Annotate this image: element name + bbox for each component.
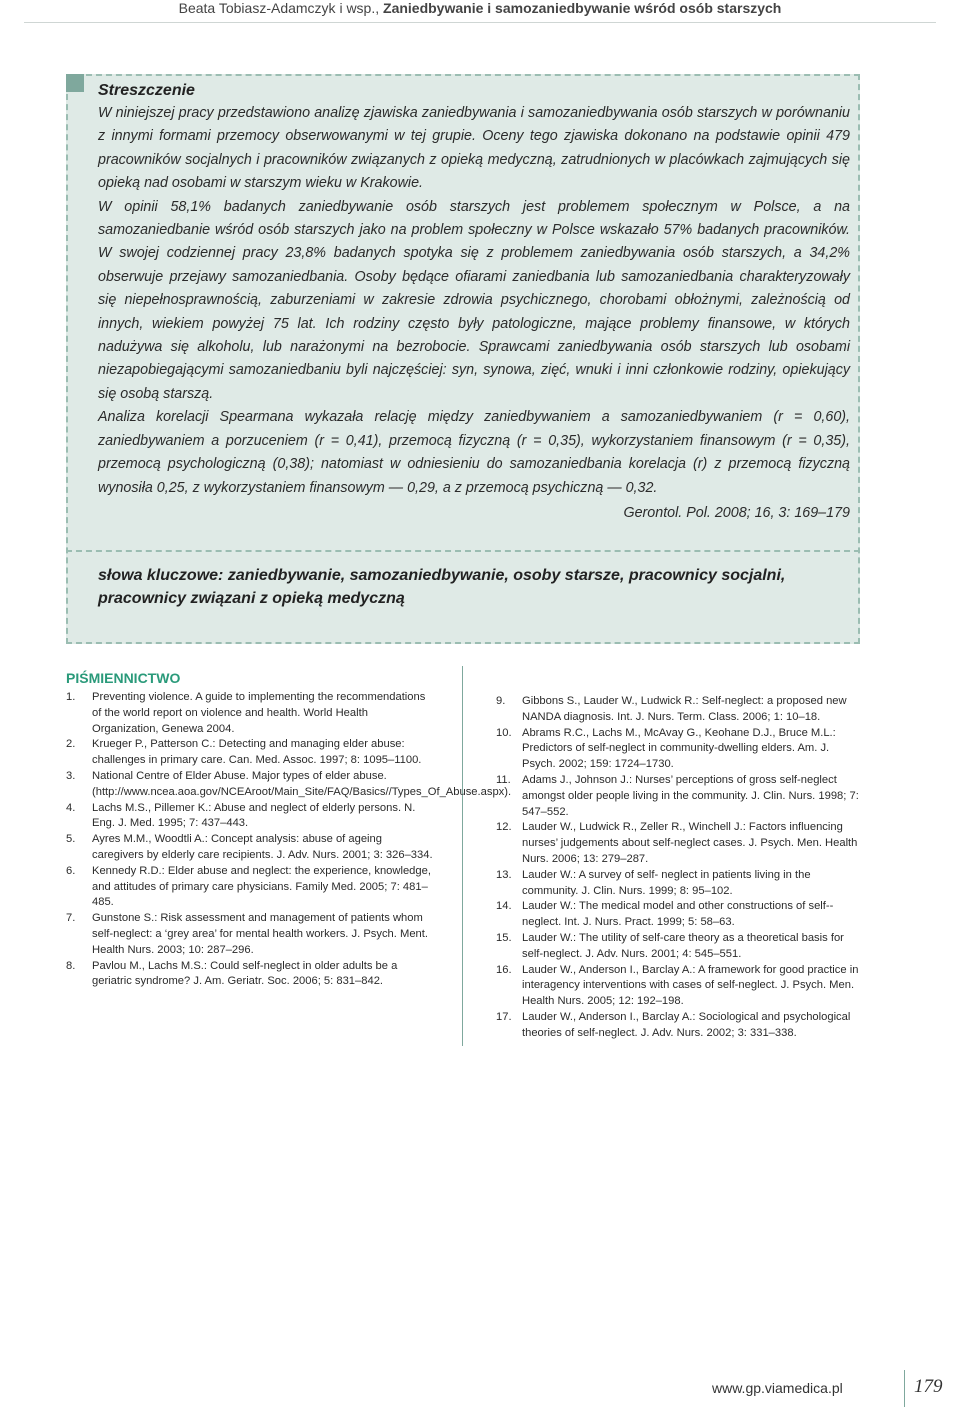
reference-item (66, 959, 434, 991)
reference-text: Lachs M.S., Pillemer K.: Abuse and neglect of elderly persons. N. Eng. J. Med. 1995; 7: 437–443. (92, 801, 416, 830)
reference-item (66, 690, 434, 737)
page-number: 179 (914, 1376, 943, 1397)
reference-text: Lauder W.: A survey of self- neglect in patients living in the community. J. Clin. Nurs. 1999; 8: 95–102. (522, 868, 811, 897)
column-divider (462, 666, 463, 1046)
keywords: słowa kluczowe: zaniedbywanie, samozaniedbywanie, osoby starsze, pracownicy socjalni, pracownicy związani z opieką medyczną (98, 567, 786, 607)
dashed-border-top (86, 74, 860, 76)
reference-number: 17. (496, 1010, 512, 1023)
reference-item (496, 694, 864, 726)
running-head-sep: , (375, 0, 384, 16)
reference-item (66, 832, 434, 864)
dashed-border-bottom (66, 642, 860, 644)
reference-number: 7. (66, 912, 76, 925)
reference-item (496, 899, 864, 931)
reference-text: Kennedy R.D.: Elder abuse and neglect: the experience, knowledge, and attitudes of primary care physicians. Family Med. 2005; 7: 481–485. (92, 864, 431, 909)
dashed-border-right (858, 74, 860, 644)
reference-number: 11. (496, 773, 511, 786)
reference-number: 9. (496, 695, 506, 707)
reference-text: Pavlou M., Lachs M.S.: Could self-neglect in older adults be a geriatric syndrome? J. Am. Geriatr. Soc. 2006; 5: 831–842. (92, 959, 398, 988)
reference-number: 15. (496, 931, 512, 944)
abstract-heading: Streszczenie (98, 82, 195, 99)
reference-text: Krueger P., Patterson C.: Detecting and managing elder abuse: challenges in primary care. Can. Med. Assoc. 1997; 8: 1095–1100. (92, 738, 422, 767)
reference-number: 1. (66, 691, 76, 703)
reference-number: 10. (496, 726, 512, 739)
reference-text: Lauder W., Anderson I., Barclay A.: A framework for good practice in interagency interventions with cases of self-neglect. J. Psych. Men. Health Nurs. 2005; 12: 192–198. (522, 963, 859, 1008)
abstract-paragraph-2: W opinii 58,1% badanych zaniedbywanie osób starszych jest problemem społecznym w Polsce, a na samozaniedbanie wśród osób starszych jako na problem społeczny w Polsce wskazało 57% badanych pracowników. W swojej codziennej pracy 23,8% badanych spotyka się z problemem zaniedbywania osób starszych, a 34,2% obserwuje przejawy samozaniedbania. Osoby będące ofiarami zaniedbania lub samozaniedbania charakteryzowały się niepełnosprawnością, zaburzeniami w zakresie zdrowia psychicznego, chorobami obłożnymi, zależnością od innych, wiekiem powyżej 75 lat. Ich rodziny często były patologiczne, mające problemy finansowe, w których nadużywa się alkoholu, lub narażonymi na bezrobocie. Sprawcami zaniedbywania osób starszych lub osobami niezapobiegającymi samozaniedbaniu byli najczęściej: syn, synowa, zięć, wnuki i inni członkowie rodziny, opiekujący się osobą starszą. (98, 198, 850, 402)
reference-item (66, 864, 434, 911)
footer-url[interactable]: www.gp.viamedica.pl (712, 1380, 843, 1396)
reference-item (66, 737, 434, 769)
references-right-column (496, 694, 864, 1042)
footer-divider (904, 1370, 905, 1407)
reference-text: Adams J., Johnson J.: Nurses’ perceptions of gross self-neglect amongst older people living in the community. J. Clin. Nurs. 1998; 7: 547–552. (522, 773, 859, 818)
reference-item (496, 1010, 864, 1042)
reference-number: 8. (66, 959, 76, 972)
reference-number: 12. (496, 821, 512, 834)
reference-number: 6. (66, 864, 76, 877)
running-head-title: Zaniedbywanie i samozaniedbywanie wśród osób starszych (383, 0, 782, 16)
reference-item (496, 963, 864, 1010)
abstract-paragraph-1: W niniejszej pracy przedstawiono analizę zjawiska zaniedbywania i samozaniedbywania osób starszych w porównaniu z innymi formami przemocy obserwowanymi w tej grupie. Oceny tego zjawiska dokonano na podstawie opinii 479 pracowników socjalnych i pracowników związanych z opieką medyczną, zatrudnionych w placówkach zajmujących się opieką nad osobami w starszym wieku w Krakowie. (98, 105, 850, 192)
reference-text: Preventing violence. A guide to implementing the recommendations of the world report on violence and health. World Health Organization, Genewa 2004. (92, 691, 426, 735)
reference-text: National Centre of Elder Abuse. Major types of elder abuse. (http://www.ncea.aoa.gov/NCEAroot/Main_Site/FAQ/Basics//Types_Of_Abuse.aspx). (92, 769, 512, 798)
reference-number: 4. (66, 801, 76, 814)
reference-item (496, 931, 864, 963)
running-head (0, 0, 960, 20)
reference-text: Lauder W.: The utility of self-care theory as a theoretical basis for self-neglect. J. Adv. Nurs. 2001; 4: 545–551. (522, 931, 844, 960)
reference-number: 5. (66, 833, 76, 846)
reference-text: Lauder W.: The medical model and other constructions of self--neglect. Int. J. Nurs. Pract. 1999; 5: 58–63. (522, 900, 834, 929)
running-head-rule (24, 22, 936, 23)
dashed-border-left (66, 94, 68, 644)
reference-item (66, 801, 434, 833)
running-head-authors: Beata Tobiasz-Adamczyk i wsp. (178, 0, 376, 16)
reference-item (66, 911, 434, 958)
abstract-citation: Gerontol. Pol. 2008; 16, 3: 169–179 (623, 504, 850, 521)
reference-number: 13. (496, 868, 512, 881)
abstract-box (66, 74, 860, 644)
reference-item (496, 820, 864, 867)
reference-text: Gunstone S.: Risk assessment and management of patients whom self-neglect: a ‘grey area’ for mental health workers. J. Psych. Ment. Health Nurs. 2003; 10: 287–296. (92, 912, 428, 956)
reference-text: Abrams R.C., Lachs M., McAvay G., Keohane D.J., Bruce M.L.: Predictors of self-neglect in community-dwelling elders. Am. J. Psych. 2002; 159: 1724–1730. (522, 726, 836, 771)
reference-text: Ayres M.M., Woodtli A.: Concept analysis: abuse of ageing caregivers by elderly care recipients. J. Adv. Nurs. 2001; 3: 326–334. (92, 833, 433, 861)
reference-item (496, 773, 864, 820)
reference-number: 16. (496, 963, 512, 976)
reference-item (496, 726, 864, 773)
abstract-paragraph-3: Analiza korelacji Spearmana wykazała relację między zaniedbywaniem a samozaniedbywaniem (r = 0,60), zaniedbywaniem a porzuceniem (r = 0,41), przemocą fizyczną (r = 0,35), wykorzystaniem finansowym (r = 0,35), przemocą psychologiczną (0,38); natomiast w odniesieniu do samozaniedbania korelacja (r) z przemocą fizyczną wynosiła 0,25, z wykorzystaniem finansowym — 0,29, a z przemocą psychiczną — 0,32. (98, 409, 850, 496)
reference-text: Gibbons S., Lauder W., Ludwick R.: Self-neglect: a proposed new NANDA diagnosis. Int. J. Nurs. Term. Class. 2006; 1: 10–18. (522, 695, 847, 723)
section-marker-square (66, 74, 84, 92)
abstract-body (98, 80, 850, 525)
reference-number: 2. (66, 738, 76, 751)
dashed-divider (66, 550, 860, 552)
reference-number: 14. (496, 900, 512, 913)
reference-item (496, 868, 864, 900)
reference-text: Lauder W., Anderson I., Barclay A.: Sociological and psychological theories of self-neglect. J. Adv. Nurs. 2002; 3: 331–338. (522, 1010, 851, 1039)
references-heading: PIŚMIENNICTWO (66, 670, 181, 686)
reference-number: 3. (66, 769, 76, 782)
reference-text: Lauder W., Ludwick R., Zeller R., Winchell J.: Factors influencing nurses’ judgements about self-neglect cases. J. Psych. Men. Health Nurs. 2006; 13: 279–287. (522, 821, 858, 865)
